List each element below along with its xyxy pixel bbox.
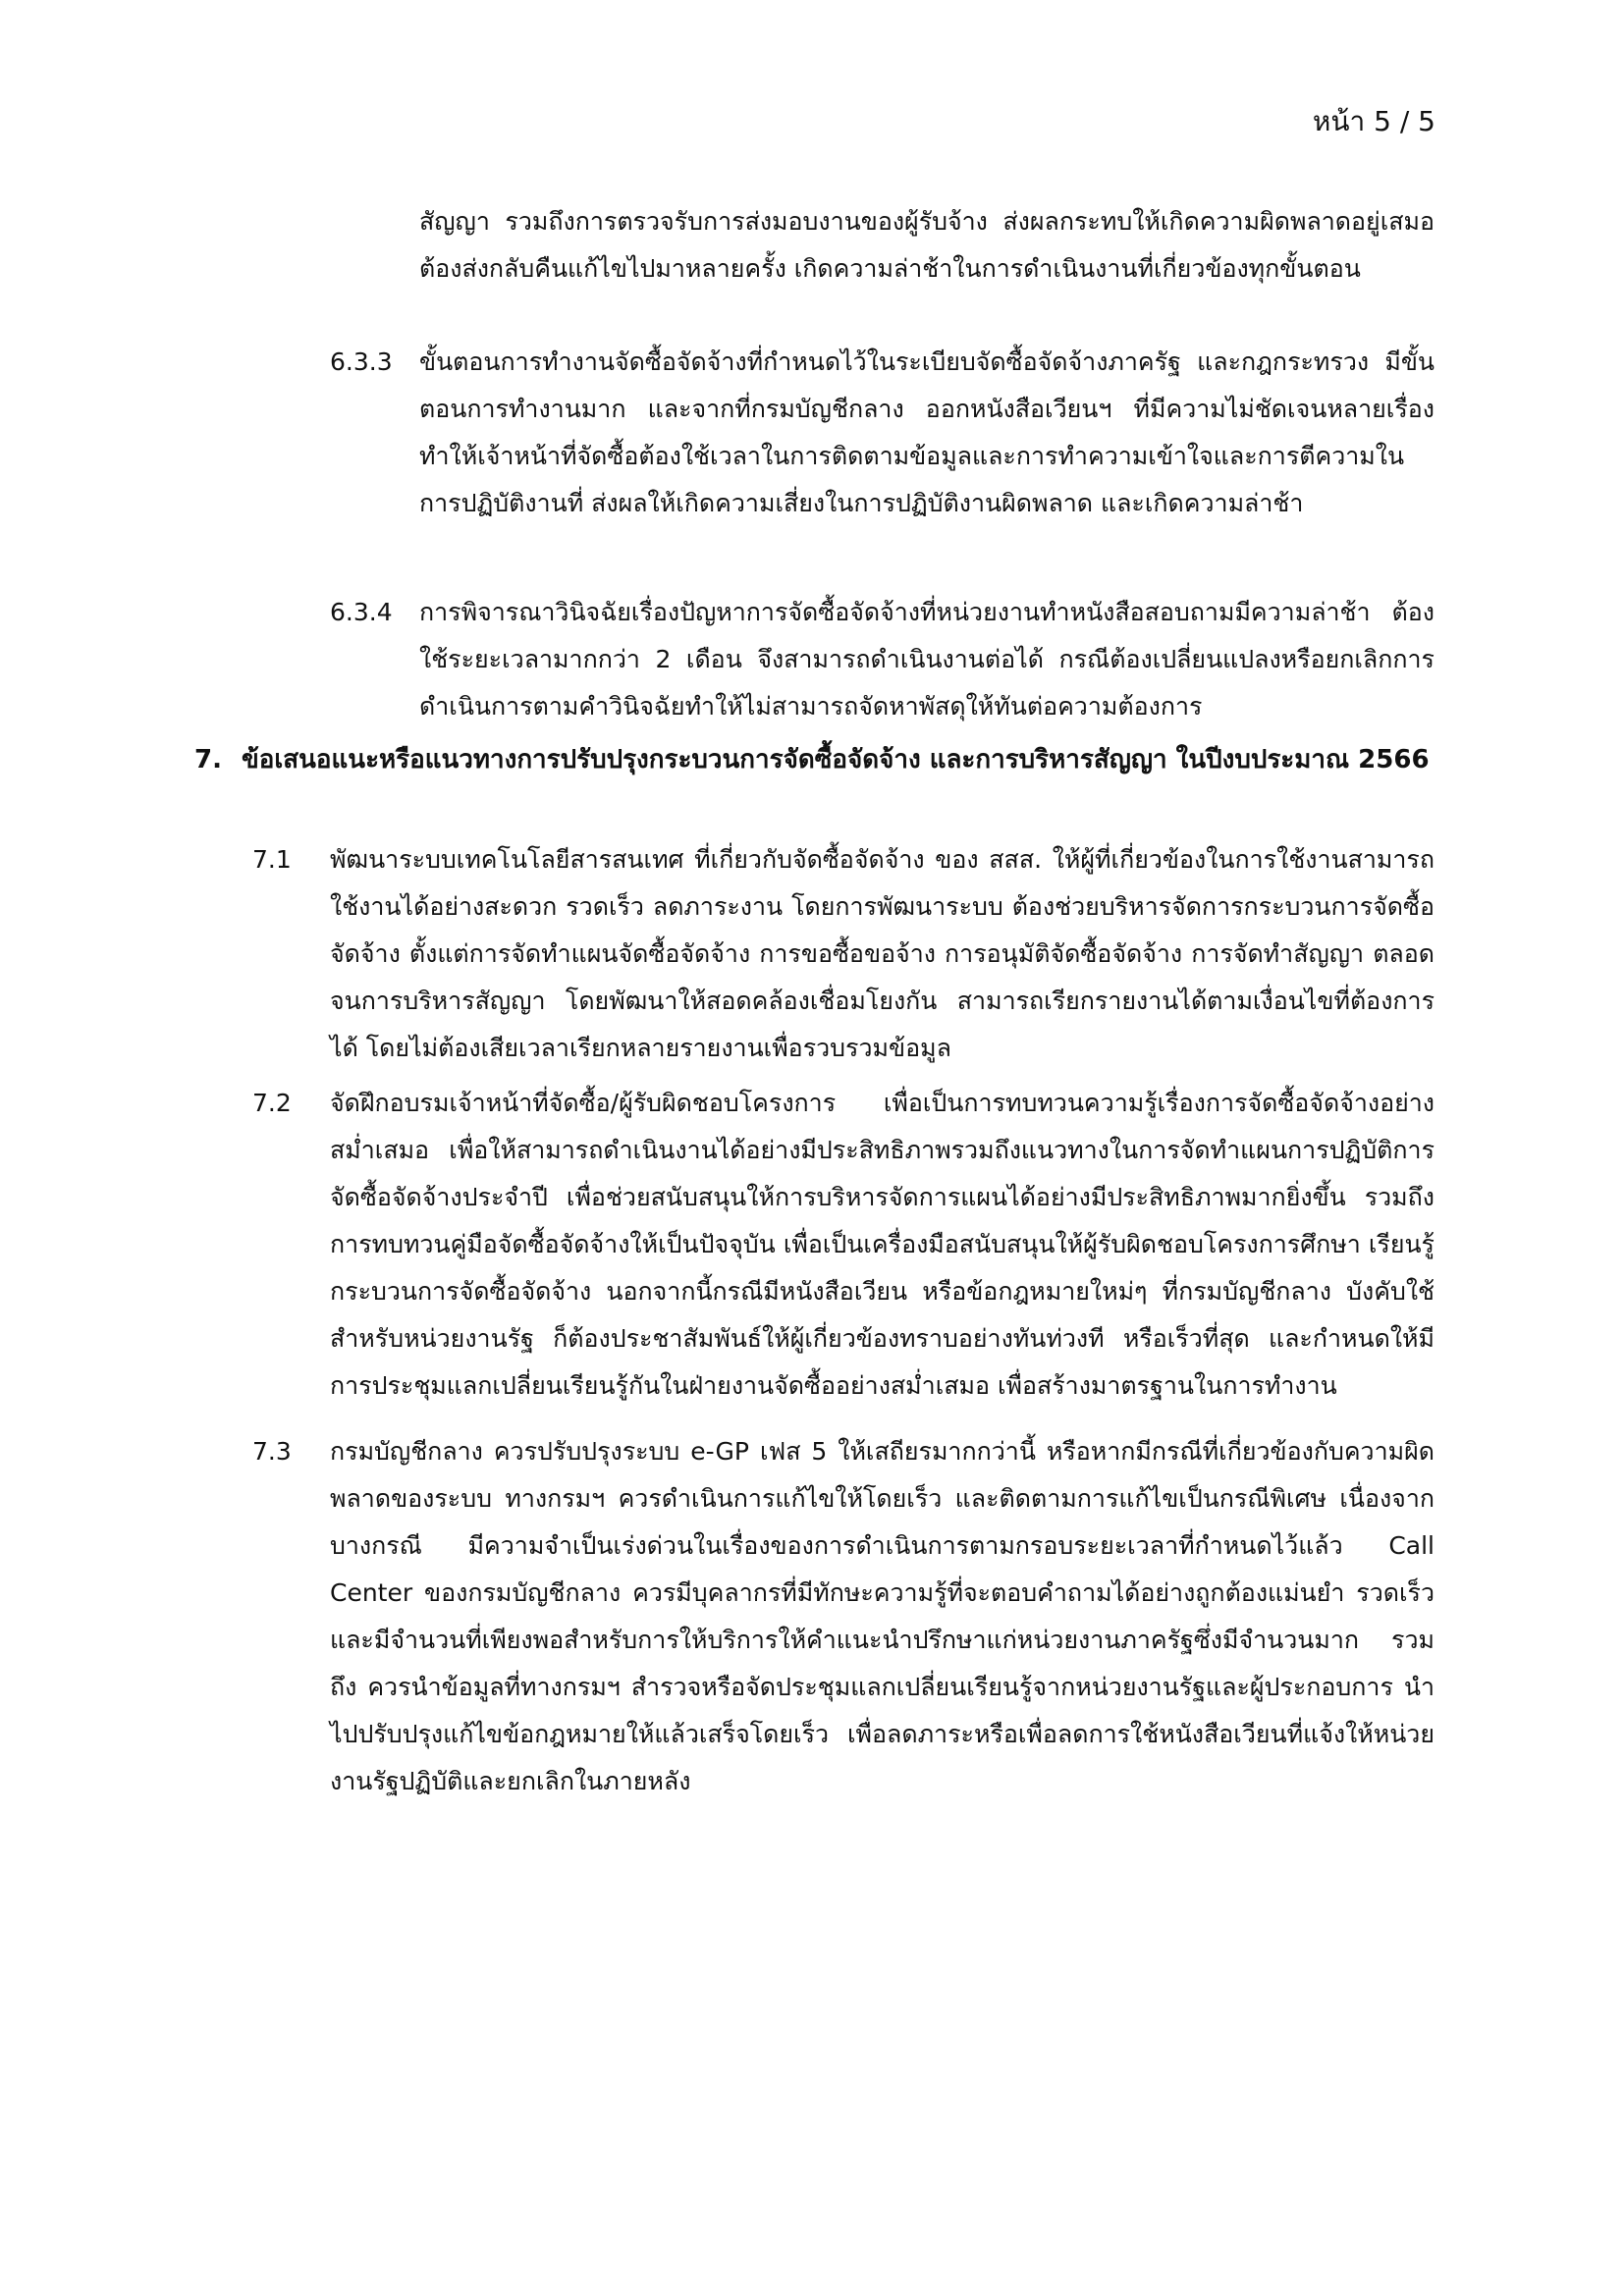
- item-text-7-3: กรมบัญชีกลาง ควรปรับปรุงระบบ e-GP เฟส 5 ให้เสถียรมากกว่านี้ หรือหากมีกรณีที่เกี่ยวข้องกับความผิดพลาดของระบบ ทางกรมฯ ควรดำเนินการแก้ไขให้โดยเร็ว และติดตามการแก้ไขเป็นกรณีพิเศษ เนื่องจากบางกรณี มีความจำเป็นเร่งด่วนในเรื่องของการดำเนินการตามกรอบระยะเวลาที่กำหนดไว้แล้ว Call Center ของกรมบัญชีกลาง ควรมีบุคลากรที่มีทักษะความรู้ที่จะตอบคำถามได้อย่างถูกต้องแม่นยำ รวดเร็ว และมีจำนวนที่เพียงพอสำหรับการให้บริการให้คำแนะนำปรึกษาแก่หน่วยงานภาครัฐซึ่งมีจำนวนมาก รวมถึง ควรนำข้อมูลที่ทางกรมฯ สำรวจหรือจัดประชุมแลกเปลี่ยนเรียนรู้จากหน่วยงานรัฐและผู้ประกอบการ นำไปปรับปรุงแก้ไขข้อกฎหมายให้แล้วเสร็จโดยเร็ว เพื่อลดภาระหรือเพื่อลดการใช้หนังสือเวียนที่แจ้งให้หน่วยงานรัฐปฏิบัติและยกเลิกในภายหลัง: [330, 1437, 1435, 1795]
- item-number-6-3-4: 6.3.4: [330, 598, 393, 626]
- item-text-7-1: พัฒนาระบบเทคโนโลยีสารสนเทศ ที่เกี่ยวกับจัดซื้อจัดจ้าง ของ สสส. ให้ผู้ที่เกี่ยวข้องในการใช้งานสามารถใช้งานได้อย่างสะดวก รวดเร็ว ลดภาระงาน โดยการพัฒนาระบบ ต้องช่วยบริหารจัดการกระบวนการจัดซื้อจัดจ้าง ตั้งแต่การจัดทำแผนจัดซื้อจัดจ้าง การขอซื้อขอจ้าง การอนุมัติจัดซื้อจัดจ้าง การจัดทำสัญญา ตลอดจนการบริหารสัญญา โดยพัฒนาให้สอดคล้องเชื่อมโยงกัน สามารถเรียกรายงานได้ตามเงื่อนไขที่ต้องการได้ โดยไม่ต้องเสียเวลาเรียกหลายรายงานเพื่อรวบรวมข้อมูล: [330, 845, 1435, 1062]
- continuation-paragraph: สัญญา รวมถึงการตรวจรับการส่งมอบงานของผู้รับจ้าง ส่งผลกระทบให้เกิดความผิดพลาดอยู่เสมอ ต้องส่งกลับคืนแก้ไขไปมาหลายครั้ง เกิดความล่าช้าในการดำเนินงานที่เกี่ยวข้องทุกขั้นตอน: [419, 207, 1435, 283]
- item-number-7-3: 7.3: [252, 1437, 292, 1466]
- item-text-6-3-3: ขั้นตอนการทำงานจัดซื้อจัดจ้างที่กำหนดไว้ในระเบียบจัดซื้อจัดจ้างภาครัฐ และกฎกระทรวง มีขั้นตอนการทำงานมาก และจากที่กรมบัญชีกลาง ออกหนังสือเวียนฯ ที่มีความไม่ชัดเจนหลายเรื่อง ทำให้เจ้าหน้าที่จัดซื้อต้องใช้เวลาในการติดตามข้อมูลและการทำความเข้าใจและการตีความในการปฏิบัติงานที่ ส่งผลให้เกิดความเสี่ยงในการปฏิบัติงานผิดพลาด และเกิดความล่าช้า: [419, 347, 1435, 517]
- item-number-6-3-3: 6.3.3: [330, 347, 393, 376]
- section-7-title: ข้อเสนอแนะหรือแนวทางการปรับปรุงกระบวนการจัดซื้อจัดจ้าง และการบริหารสัญญา ในปีงบประมาณ 2566: [242, 745, 1430, 774]
- item-text-6-3-4: การพิจารณาวินิจฉัยเรื่องปัญหาการจัดซื้อจัดจ้างที่หน่วยงานทำหนังสือสอบถามมีความล่าช้า ต้องใช้ระยะเวลามากกว่า 2 เดือน จึงสามารถดำเนินงานต่อได้ กรณีต้องเปลี่ยนแปลงหรือยกเลิกการดำเนินการตามคำวินิจฉัยทำให้ไม่สามารถจัดหาพัสดุให้ทันต่อความต้องการ: [419, 598, 1435, 721]
- item-text-7-2: จัดฝึกอบรมเจ้าหน้าที่จัดซื้อ/ผู้รับผิดชอบโครงการ เพื่อเป็นการทบทวนความรู้เรื่องการจัดซื้อจัดจ้างอย่างสม่ำเสมอ เพื่อให้สามารถดำเนินงานได้อย่างมีประสิทธิภาพรวมถึงแนวทางในการจัดทำแผนการปฏิบัติการจัดซื้อจัดจ้างประจำปี เพื่อช่วยสนับสนุนให้การบริหารจัดการแผนได้อย่างมีประสิทธิภาพมากยิ่งขึ้น รวมถึงการทบทวนคู่มือจัดซื้อจัดจ้างให้เป็นปัจจุบัน เพื่อเป็นเครื่องมือสนับสนุนให้ผู้รับผิดชอบโครงการศึกษา เรียนรู้ กระบวนการจัดซื้อจัดจ้าง นอกจากนี้กรณีมีหนังสือเวียน หรือข้อกฎหมายใหม่ๆ ที่กรมบัญชีกลาง บังคับใช้สำหรับหน่วยงานรัฐ ก็ต้องประชาสัมพันธ์ให้ผู้เกี่ยวข้องทราบอย่างทันท่วงที หรือเร็วที่สุด และกำหนดให้มีการประชุมแลกเปลี่ยนเรียนรู้กันในฝ่ายงานจัดซื้ออย่างสม่ำเสมอ เพื่อสร้างมาตรฐานในการทำงาน: [330, 1089, 1435, 1400]
- item-number-7-2: 7.2: [252, 1089, 292, 1117]
- section-7-number: 7.: [194, 745, 222, 774]
- page-number: หน้า 5 / 5: [1312, 105, 1435, 137]
- item-number-7-1: 7.1: [252, 845, 292, 874]
